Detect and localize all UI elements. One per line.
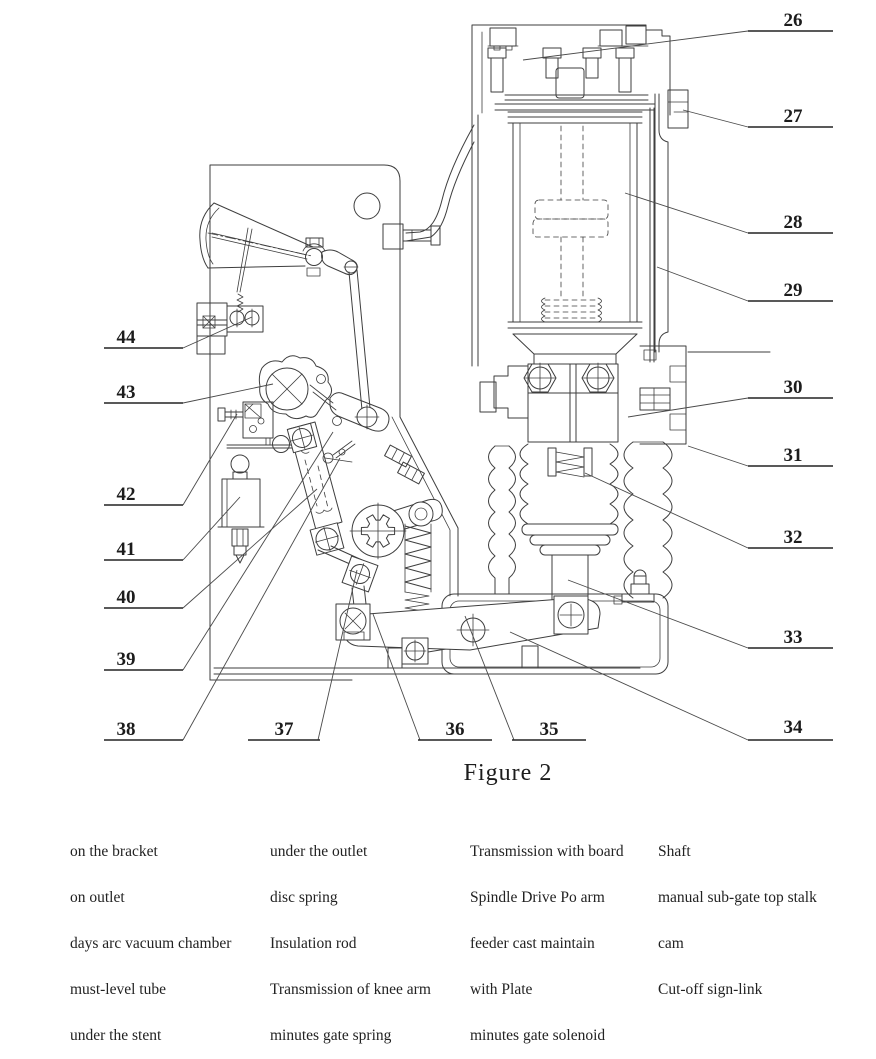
legend-cell: Cut-off sign-link	[658, 981, 763, 998]
callout-28	[625, 193, 833, 233]
support-bracket	[640, 346, 770, 444]
callout-33-number: 33	[783, 627, 803, 648]
callout-31-number: 31	[783, 445, 803, 466]
pole-column	[406, 25, 770, 604]
knee-link	[273, 422, 344, 555]
lever-mid-bearing	[402, 638, 428, 664]
legend-cell: manual sub-gate top stalk	[658, 889, 817, 906]
callout-29	[657, 267, 833, 301]
legend-cell: Shaft	[658, 843, 691, 860]
legend-cell: cam	[658, 935, 684, 952]
legend-cell: on outlet	[70, 889, 125, 906]
vacuum-interrupter	[508, 112, 642, 364]
callout-27	[683, 106, 833, 127]
callout-42-number: 42	[116, 484, 136, 505]
callout-30	[628, 377, 833, 417]
legend-cell: minutes gate solenoid	[470, 1027, 606, 1044]
callout-26-number: 26	[783, 10, 803, 31]
callout-26	[523, 10, 833, 60]
legend-cell: with Plate	[470, 981, 533, 998]
arc-horn	[200, 203, 358, 312]
bell-crank	[310, 385, 389, 431]
legend-cell: feeder cast maintain	[470, 935, 595, 952]
figure-caption: Figure 2	[463, 760, 553, 786]
legend-cell: must-level tube	[70, 981, 166, 998]
legend-cell: minutes gate spring	[270, 1027, 392, 1044]
callout-31	[688, 445, 833, 466]
outer-wall	[650, 94, 668, 362]
callout-43-number: 43	[116, 382, 136, 403]
upper-flange	[668, 90, 688, 128]
hex-bolt-right	[582, 363, 614, 393]
callout-37	[248, 570, 357, 740]
callout-39-number: 39	[116, 649, 136, 670]
callout-33	[568, 580, 833, 648]
callout-40-number: 40	[116, 587, 136, 608]
cap-bolt-posts	[488, 48, 634, 92]
callout-30-number: 30	[783, 377, 803, 398]
callout-35-number: 35	[539, 719, 559, 740]
callout-32	[585, 473, 833, 548]
callout-44-number: 44	[116, 327, 136, 348]
legend-cell	[658, 1013, 876, 1059]
callout-42	[104, 414, 237, 505]
callout-32-number: 32	[783, 527, 803, 548]
callout-37-number: 37	[274, 719, 294, 740]
internal-contact-dashed	[533, 126, 608, 322]
lever-right-roller	[554, 596, 588, 634]
callout-38-number: 38	[116, 719, 136, 740]
output-lever	[336, 596, 600, 664]
legend-cell: Insulation rod	[270, 935, 357, 952]
base-bolt-bracket	[614, 570, 654, 604]
panel-hole	[354, 193, 380, 219]
bent-plate-nuts	[385, 445, 425, 484]
legend-table	[70, 829, 876, 1059]
callout-34-number: 34	[783, 717, 803, 738]
callout-39	[104, 432, 333, 670]
callout-43	[104, 382, 273, 403]
solenoid	[218, 455, 264, 563]
callout-41-number: 41	[116, 539, 136, 560]
legend-cell: days arc vacuum chamber	[70, 935, 232, 952]
panel-column-bracket	[383, 224, 440, 249]
cam	[259, 356, 331, 419]
hex-bolt-left	[524, 363, 556, 393]
drive-strut	[349, 270, 370, 410]
callout-28-number: 28	[783, 212, 803, 233]
callout-36-number: 36	[445, 719, 465, 740]
pivot-arm	[322, 250, 358, 275]
legend-cell: on the bracket	[70, 843, 158, 860]
callout-27-number: 27	[783, 106, 803, 127]
right-corrugated-tube	[624, 442, 672, 598]
callout-29-number: 29	[783, 280, 803, 301]
legend-cell: Spindle Drive Po arm	[470, 889, 605, 906]
upper-bracket-44	[197, 303, 263, 354]
legend-cell: disc spring	[270, 889, 338, 906]
top-cap	[472, 25, 670, 115]
legend-cell: Transmission of knee arm	[270, 981, 431, 998]
legend-cell: Transmission with board	[470, 843, 624, 860]
insulator-bellows	[520, 444, 618, 555]
lever-left-roller	[336, 604, 370, 640]
left-corrugated-tube	[489, 446, 516, 594]
terminal-block	[480, 363, 618, 442]
legend-cell: under the stent	[70, 1027, 162, 1044]
callout-41	[104, 497, 240, 560]
latch-roller	[273, 436, 290, 453]
legend-cell: under the outlet	[270, 843, 368, 860]
contact-spring	[556, 452, 584, 477]
